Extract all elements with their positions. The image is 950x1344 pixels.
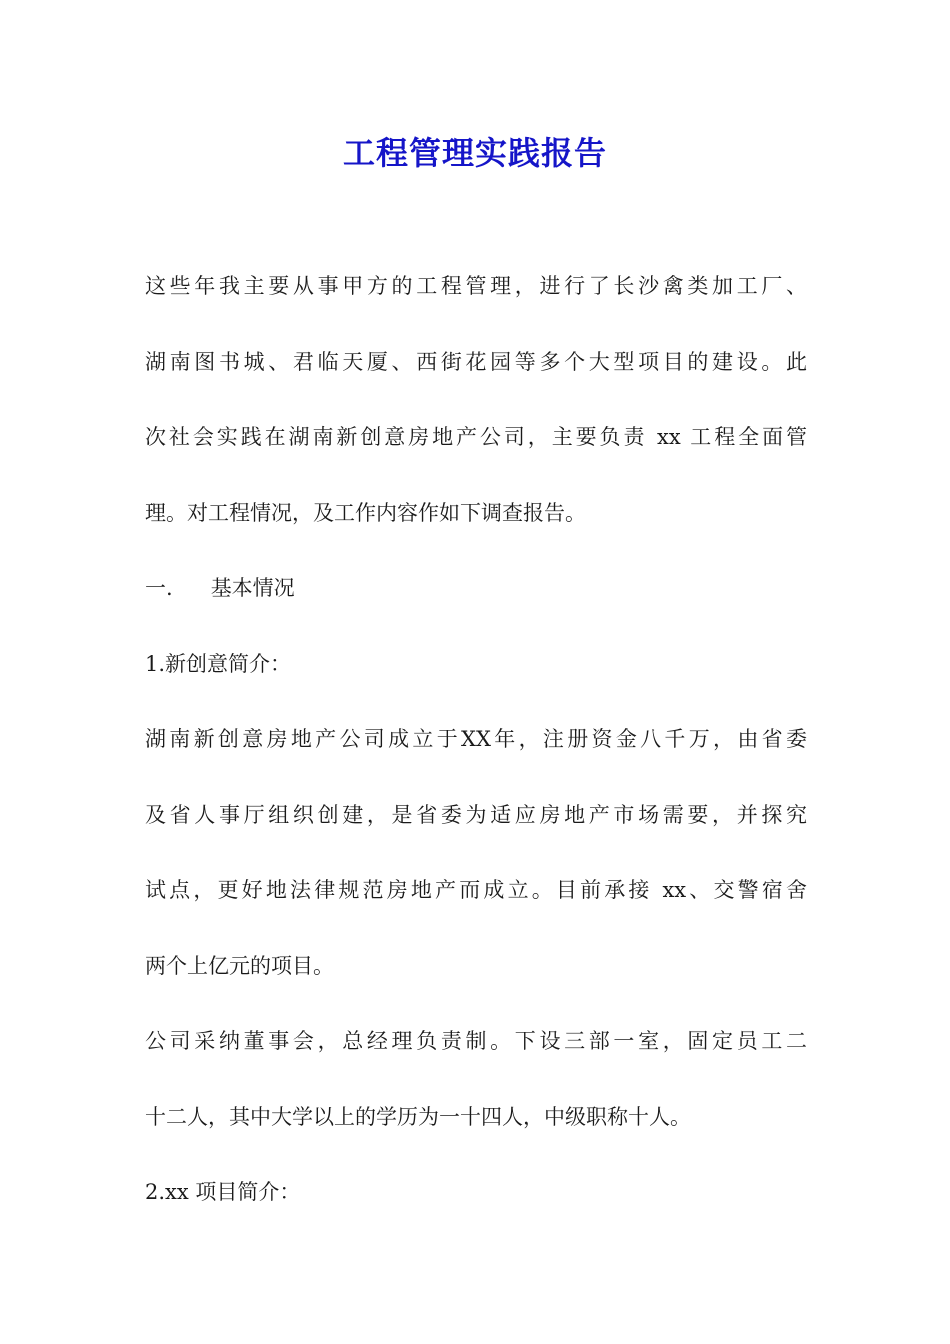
paragraph-line: 理。对工程情况，及工作内容作如下调查报告。 — [145, 500, 586, 525]
document-body — [145, 262, 807, 1244]
paragraph-line: 两个上亿元的项目。 — [145, 953, 334, 978]
paragraph-line: 湖南图书城、君临天厦、西街花园等多个大型项目的建设。此 — [145, 349, 807, 374]
paragraph-line: 十二人，其中大学以上的学历为一十四人，中级职称十人。 — [145, 1104, 691, 1129]
subsection-heading: 2.xx 项目简介： — [145, 1180, 301, 1204]
paragraph-line: 次社会实践在湖南新创意房地产公司，主要负责 xx 工程全面管 — [145, 425, 807, 449]
paragraph-line: 这些年我主要从事甲方的工程管理，进行了长沙禽类加工厂、 — [145, 274, 807, 298]
paragraph-line: 湖南新创意房地产公司成立于XX年，注册资金八千万，由省委 — [145, 727, 807, 751]
section-number: 一. — [145, 576, 173, 600]
paragraph-line: 试点，更好地法律规范房地产而成立。目前承接 xx、交警宿舍 — [145, 878, 807, 902]
subsection-heading: 1.新创意简介： — [145, 651, 292, 676]
section-heading — [145, 564, 807, 640]
section-title: 基本情况 — [210, 576, 295, 600]
document-title: 工程管理实践报告 — [342, 134, 607, 172]
paragraph-line: 及省人事厅组织创建，是省委为适应房地产市场需要，并探究 — [145, 802, 807, 827]
paragraph-line: 公司采纳董事会，总经理负责制。下设三部一室，固定员工二 — [145, 1029, 807, 1053]
